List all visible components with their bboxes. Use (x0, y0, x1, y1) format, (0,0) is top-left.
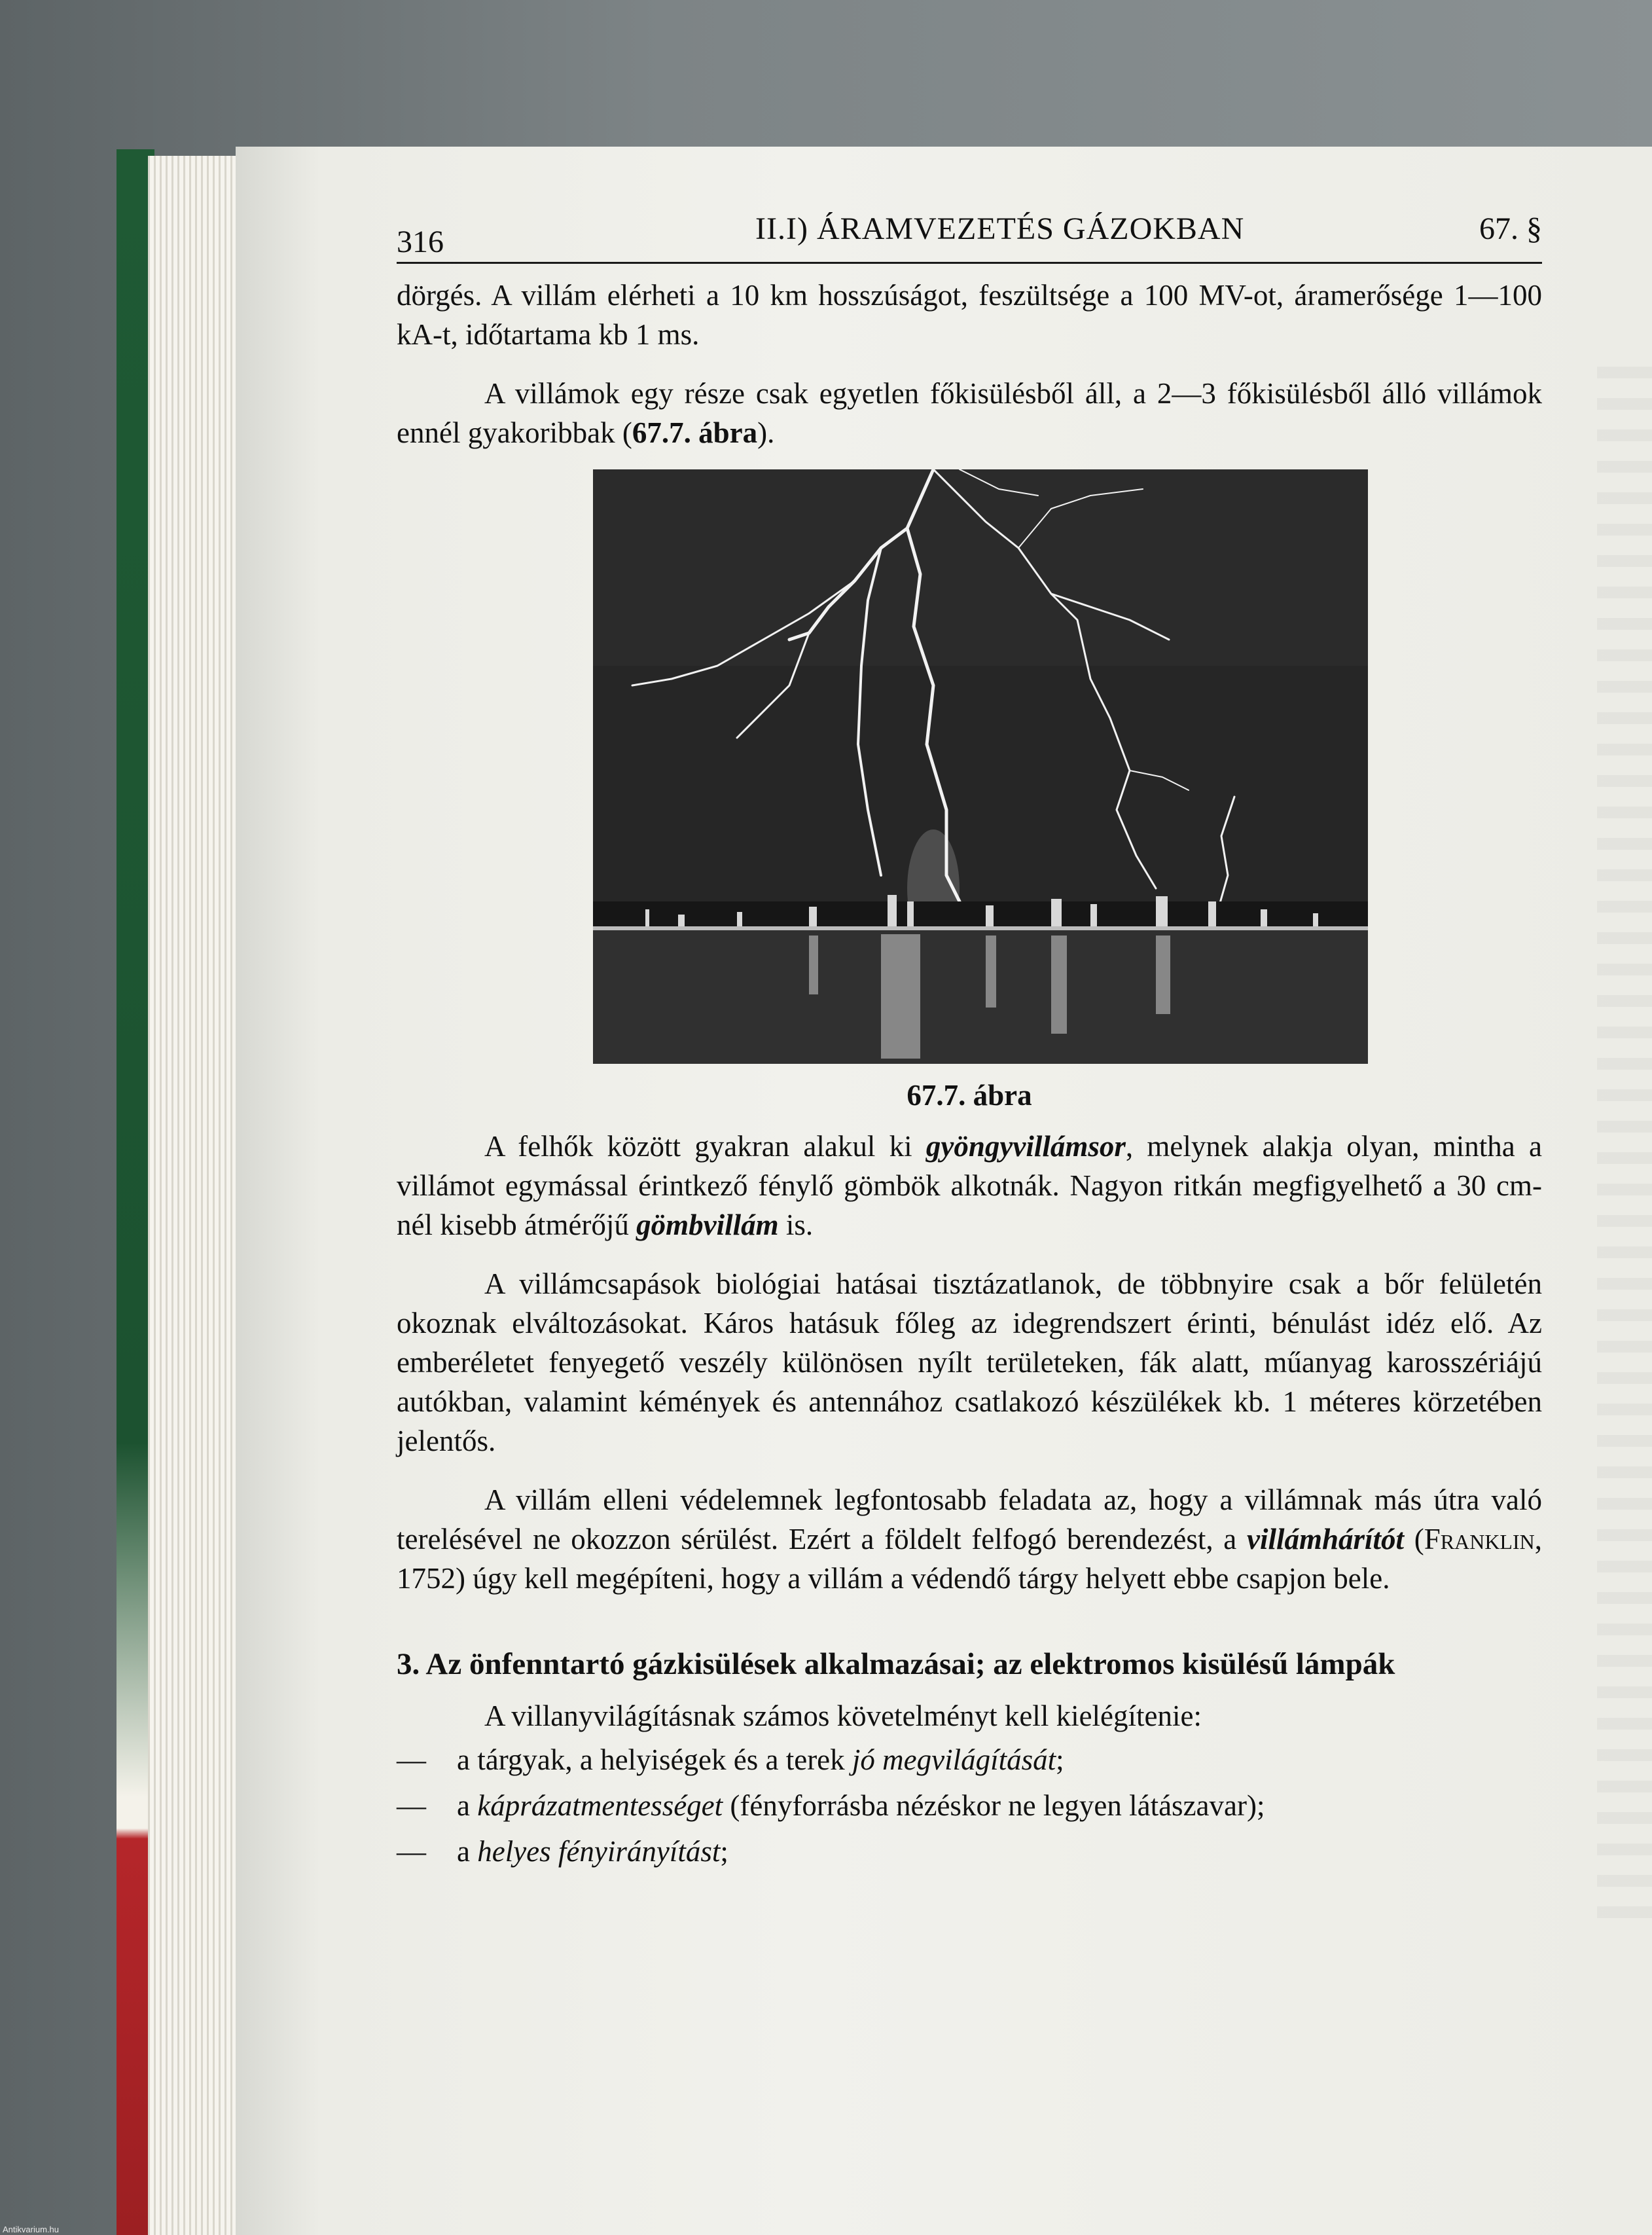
watermark: Antikvarium.hu (3, 2225, 59, 2234)
running-header (397, 196, 1542, 264)
page-content (397, 196, 1542, 1874)
figure-caption: 67.7. ábra (907, 1079, 1032, 1112)
term-ball-lightning: gömbvillám (636, 1208, 779, 1241)
figure-lightning-photo (593, 469, 1368, 1064)
term-bead-lightning: gyöngyvillámsor (925, 1130, 1126, 1163)
list-item: — a káprázatmentességet (fényforrásba nézéskor ne legyen látászavar); (397, 1789, 1265, 1822)
page-number: 316 (397, 225, 444, 259)
paragraph-main-discharges: A villámok egy része csak egyetlen főkisülésből áll, a 2—3 főkisülésből álló villámok ennél gyakoribbak (67.7. ábra). (397, 377, 1542, 449)
section-intro: A villanyvilágításnak számos követelményt kell kielégítenie: (484, 1699, 1202, 1732)
paragraph-lightning-protection: A villám elleni védelemnek legfontosabb feladata az, hogy a villámnak más útra való terelésével ne okozzon sérülést. Ezért a földelt felfogó berendezést, a villámhárítót (Franklin, 1752) úgy kell megépíteni, hogy a villám a védendő tárgy helyett ebbe csapjon bele. (397, 1483, 1542, 1595)
paragraph-biological-effects: A villámcsapások biológiai hatásai tisztázatlanok, de többnyire csak a bőr felületén okoznak elváltozásokat. Káros hatásuk főleg az idegrendszert érinti, bénulást idéz elő. Az emberéletet fenyegető veszély különösen nyílt területeken, fák alatt, műanyag karosszériájú autókban, valamint kémények és antennához csatlakozó készülékek kb. 1 méteres körzetében jelentős. (397, 1267, 1542, 1457)
requirements-list (397, 1737, 1542, 1874)
lightning-over-city-photo-icon (593, 469, 1368, 1064)
paragraph-lightning-stats: dörgés. A villám elérheti a 10 km hosszúságot, feszültsége a 100 MV-ot, áramerősége 1—100 kA-t, időtartama kb 1 ms. (397, 279, 1542, 351)
section-heading: 3. Az önfenntartó gázkisülések alkalmazásai; az elektromos kisülésű lámpák (397, 1647, 1395, 1681)
author-name: Franklin (1424, 1523, 1535, 1555)
term-lightning-rod: villámhárítót (1247, 1523, 1405, 1555)
section-reference: 67. § (1479, 211, 1542, 246)
list-item: — a tárgyak, a helyiségek és a terek jó megvilágítását; (397, 1743, 1064, 1776)
running-title: II.I) ÁRAMVEZETÉS GÁZOKBAN (755, 211, 1245, 246)
list-item: — a helyes fényirányítást; (397, 1835, 728, 1868)
show-through-text (1597, 367, 1652, 1938)
paragraph-bead-lightning: A felhők között gyakran alakul ki gyöngyvillámsor, melynek alakja olyan, mintha a villámot egymással érintkező fénylő gömbök alkotnák. Nagyon ritkán megfigyelhető a 30 cm-nél kisebb átmérőjű gömbvillám is. (397, 1130, 1542, 1241)
figure-reference: 67.7. ábra (632, 416, 758, 449)
